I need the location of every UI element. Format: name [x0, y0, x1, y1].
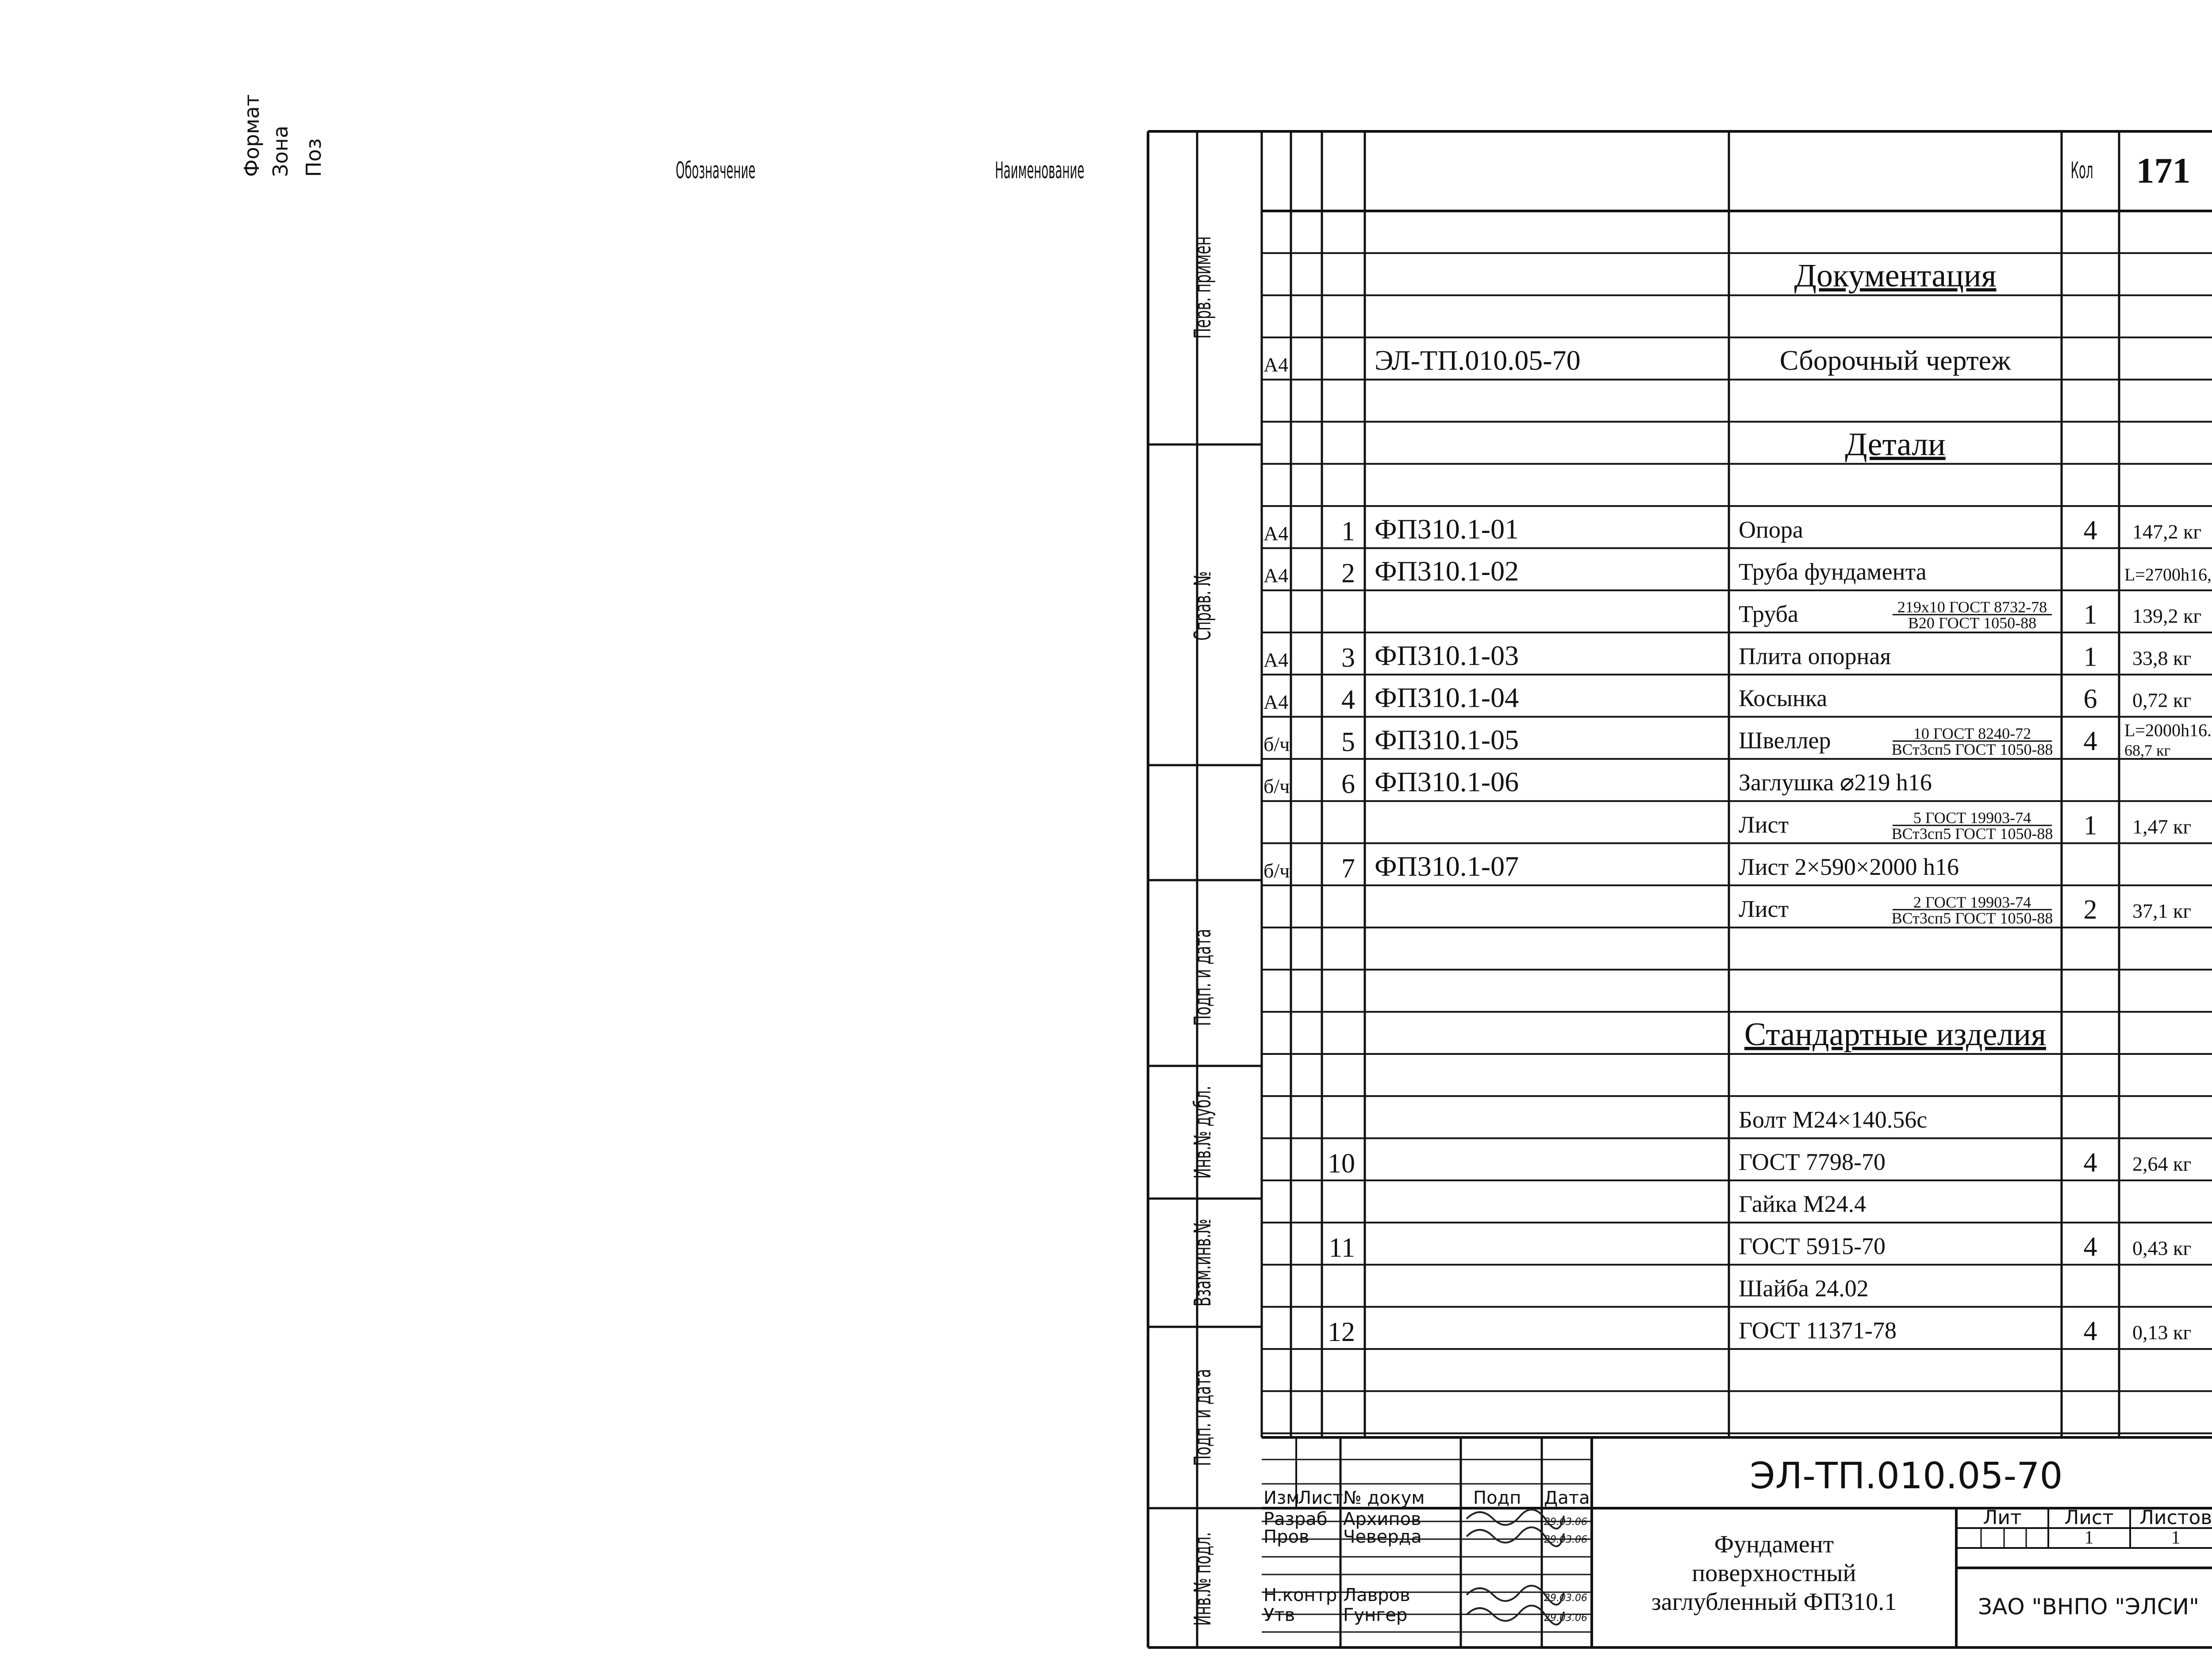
role-name: Лавров: [1343, 1585, 1410, 1605]
cell-format: б/ч: [1263, 732, 1290, 755]
fraction-bottom: ВСт3сп5 ГОСТ 1050-88: [1891, 740, 2053, 759]
cell-format: А4: [1263, 564, 1289, 587]
cell-pos: 3: [1341, 643, 1355, 673]
header-format: Формат: [240, 94, 264, 177]
cell-note: 0,72 кг: [2132, 689, 2192, 712]
cell-designation: ФП310.1-02: [1375, 555, 1519, 587]
cell-qty: 2: [2083, 895, 2097, 925]
header-qty: Кол: [2070, 157, 2093, 184]
cell-name: Лист: [1739, 896, 1789, 923]
cell-name: Плита опорная: [1739, 643, 1891, 670]
header-name: Наименование: [995, 157, 1084, 184]
cell-designation: ФП310.1-06: [1375, 766, 1519, 798]
cell-format: б/ч: [1263, 775, 1290, 798]
side-label-podp-data-1: Подп. и дата: [1190, 929, 1217, 1026]
cell-name: Труба: [1739, 601, 1798, 627]
role-name: Гунгер: [1343, 1605, 1408, 1625]
role-date: 29.03.06: [1544, 1534, 1587, 1545]
cell-qty: 4: [2083, 1316, 2097, 1347]
cell-note: L=2700h16,: [2124, 564, 2212, 585]
cell-name: Шайба 24.02: [1739, 1275, 1869, 1302]
cell-format: А4: [1263, 353, 1289, 376]
header-designation: Обозначение: [676, 157, 756, 184]
fraction-top: 5 ГОСТ 19903-74: [1913, 809, 2032, 827]
side-label-inv-dubl: Инв.№ дубл.: [1190, 1085, 1217, 1179]
cell-name: Сборочный чертеж: [1779, 345, 2011, 376]
role-date: 29.03.06: [1544, 1593, 1587, 1604]
role-label: Разраб: [1263, 1509, 1328, 1529]
header-zone: Зона: [269, 126, 292, 177]
cell-name: Швеллер: [1739, 727, 1831, 754]
sheets-label: Листов: [2139, 1506, 2212, 1529]
cell-note: 139,2 кг: [2132, 605, 2202, 627]
col-list: Лист: [1298, 1488, 1343, 1508]
cell-qty: 4: [2083, 1147, 2097, 1178]
cell-name: ГОСТ 7798-70: [1739, 1148, 1886, 1175]
lit-label: Лит: [1983, 1506, 2022, 1529]
doc-title-line3: заглубленный ФП310.1: [1651, 1588, 1897, 1616]
fraction-bottom: ВСт3сп5 ГОСТ 1050-88: [1891, 825, 2053, 843]
cell-designation: ФП310.1-03: [1375, 640, 1519, 671]
role-label: Пров: [1263, 1527, 1310, 1547]
fraction-bottom: ВСт3сп5 ГОСТ 1050-88: [1891, 909, 2053, 927]
cell-note: 0,43 кг: [2132, 1237, 2192, 1260]
cell-pos: 6: [1341, 769, 1355, 800]
cell-pos: 1: [1341, 516, 1355, 547]
fraction-top: 219х10 ГОСТ 8732-78: [1897, 598, 2047, 616]
role-name: Чеверда: [1343, 1527, 1422, 1547]
cell-designation: ФП310.1-04: [1375, 682, 1519, 713]
cell-qty: 1: [2083, 642, 2097, 672]
cell-note: 2,64 кг: [2132, 1152, 2192, 1175]
cell-note: 0,13 кг: [2132, 1321, 2192, 1344]
organization: ЗАО "ВНПО "ЭЛСИ": [1978, 1594, 2200, 1620]
cell-name: ГОСТ 5915-70: [1739, 1233, 1886, 1260]
role-date: 29.03.06: [1544, 1517, 1587, 1528]
frame-lines: [1148, 131, 2212, 1647]
col-data: Дата: [1544, 1488, 1590, 1508]
cell-name: Гайка М24.4: [1739, 1191, 1866, 1218]
cell-pos: 5: [1341, 727, 1355, 757]
cell-name: Заглушка ⌀219 h16: [1739, 769, 1932, 796]
title-block: [1262, 1437, 2212, 1647]
cell-name: Лист 2×590×2000 h16: [1739, 853, 1959, 880]
cell-designation: ФП310.1-01: [1375, 513, 1519, 545]
cell-pos: 10: [1328, 1148, 1355, 1179]
cell-format: А4: [1263, 690, 1289, 713]
col-izm: Изм: [1263, 1488, 1300, 1508]
cell-qty: 6: [2083, 684, 2097, 714]
side-label-podp-data-2: Подп. и дата: [1190, 1369, 1217, 1466]
cell-format: А4: [1263, 648, 1289, 671]
cell-note: 33,8 кг: [2132, 647, 2192, 670]
col-doc: № докум: [1343, 1488, 1425, 1508]
cell-pos: 4: [1341, 685, 1355, 715]
side-label-inv-podl: Инв.№ подл.: [1190, 1532, 1217, 1626]
side-label-sprav-no: Справ. №: [1190, 571, 1217, 641]
sheet-value: 1: [2084, 1528, 2094, 1548]
cell-pos: 12: [1328, 1317, 1355, 1348]
cell-note: 1,47 кг: [2132, 815, 2192, 838]
cell-name: Лист: [1739, 811, 1789, 838]
section-title: Документация: [1794, 257, 1997, 294]
cell-name: Труба фундамента: [1739, 558, 1927, 585]
cell-name: ГОСТ 11371-78: [1739, 1317, 1897, 1344]
cell-note: L=2000h16.: [2124, 720, 2212, 740]
cell-note-2: 68,7 кг: [2124, 741, 2171, 759]
fraction-top: 10 ГОСТ 8240-72: [1913, 724, 2032, 743]
cell-format: б/ч: [1263, 859, 1290, 882]
doc-code: ЭЛ-ТП.010.05-70: [1750, 1455, 2063, 1497]
role-label: Утв: [1263, 1605, 1295, 1625]
side-label-vzam-inv: Взам.инв.№: [1190, 1218, 1217, 1307]
sheet-label: Лист: [2064, 1506, 2114, 1529]
doc-title-line2: поверхностный: [1692, 1559, 1856, 1587]
header-pos: Поз: [302, 138, 326, 177]
cell-qty: 4: [2083, 515, 2097, 546]
cell-qty: 1: [2083, 600, 2097, 630]
cell-name: Опора: [1739, 516, 1803, 543]
section-title: Детали: [1845, 426, 1946, 463]
cell-pos: 2: [1341, 558, 1355, 589]
cell-format: А4: [1263, 522, 1289, 545]
cell-name: Косынка: [1739, 685, 1828, 712]
cell-note: 147,2 кг: [2132, 520, 2202, 543]
sheets-value: 1: [2171, 1528, 2181, 1548]
role-name: Архипов: [1343, 1509, 1421, 1529]
col-podp: Подп: [1473, 1488, 1521, 1508]
cell-pos: 11: [1329, 1233, 1355, 1263]
fraction-bottom: В20 ГОСТ 1050-88: [1908, 614, 2037, 632]
cell-designation: ФП310.1-05: [1375, 724, 1519, 755]
sheet-number: 171: [2136, 150, 2191, 191]
cell-name: Болт М24×140.56с: [1739, 1106, 1928, 1133]
cell-pos: 7: [1341, 853, 1355, 884]
cell-qty: 4: [2083, 1232, 2097, 1262]
cell-qty: 4: [2083, 726, 2097, 756]
fraction-top: 2 ГОСТ 19903-74: [1913, 893, 2032, 911]
spec-rows: [1262, 253, 2212, 1433]
role-label: Н.контр: [1263, 1585, 1337, 1605]
doc-title-line1: Фундамент: [1714, 1531, 1834, 1558]
cell-note: 37,1 кг: [2132, 900, 2192, 923]
section-title: Стандартные изделия: [1744, 1016, 2047, 1053]
side-label-perv-primen: Перв. примен: [1190, 236, 1217, 339]
role-date: 29.03.06: [1544, 1613, 1587, 1624]
cell-designation: ЭЛ-ТП.010.05-70: [1375, 345, 1581, 376]
cell-designation: ФП310.1-07: [1375, 850, 1519, 882]
cell-qty: 1: [2083, 810, 2097, 841]
